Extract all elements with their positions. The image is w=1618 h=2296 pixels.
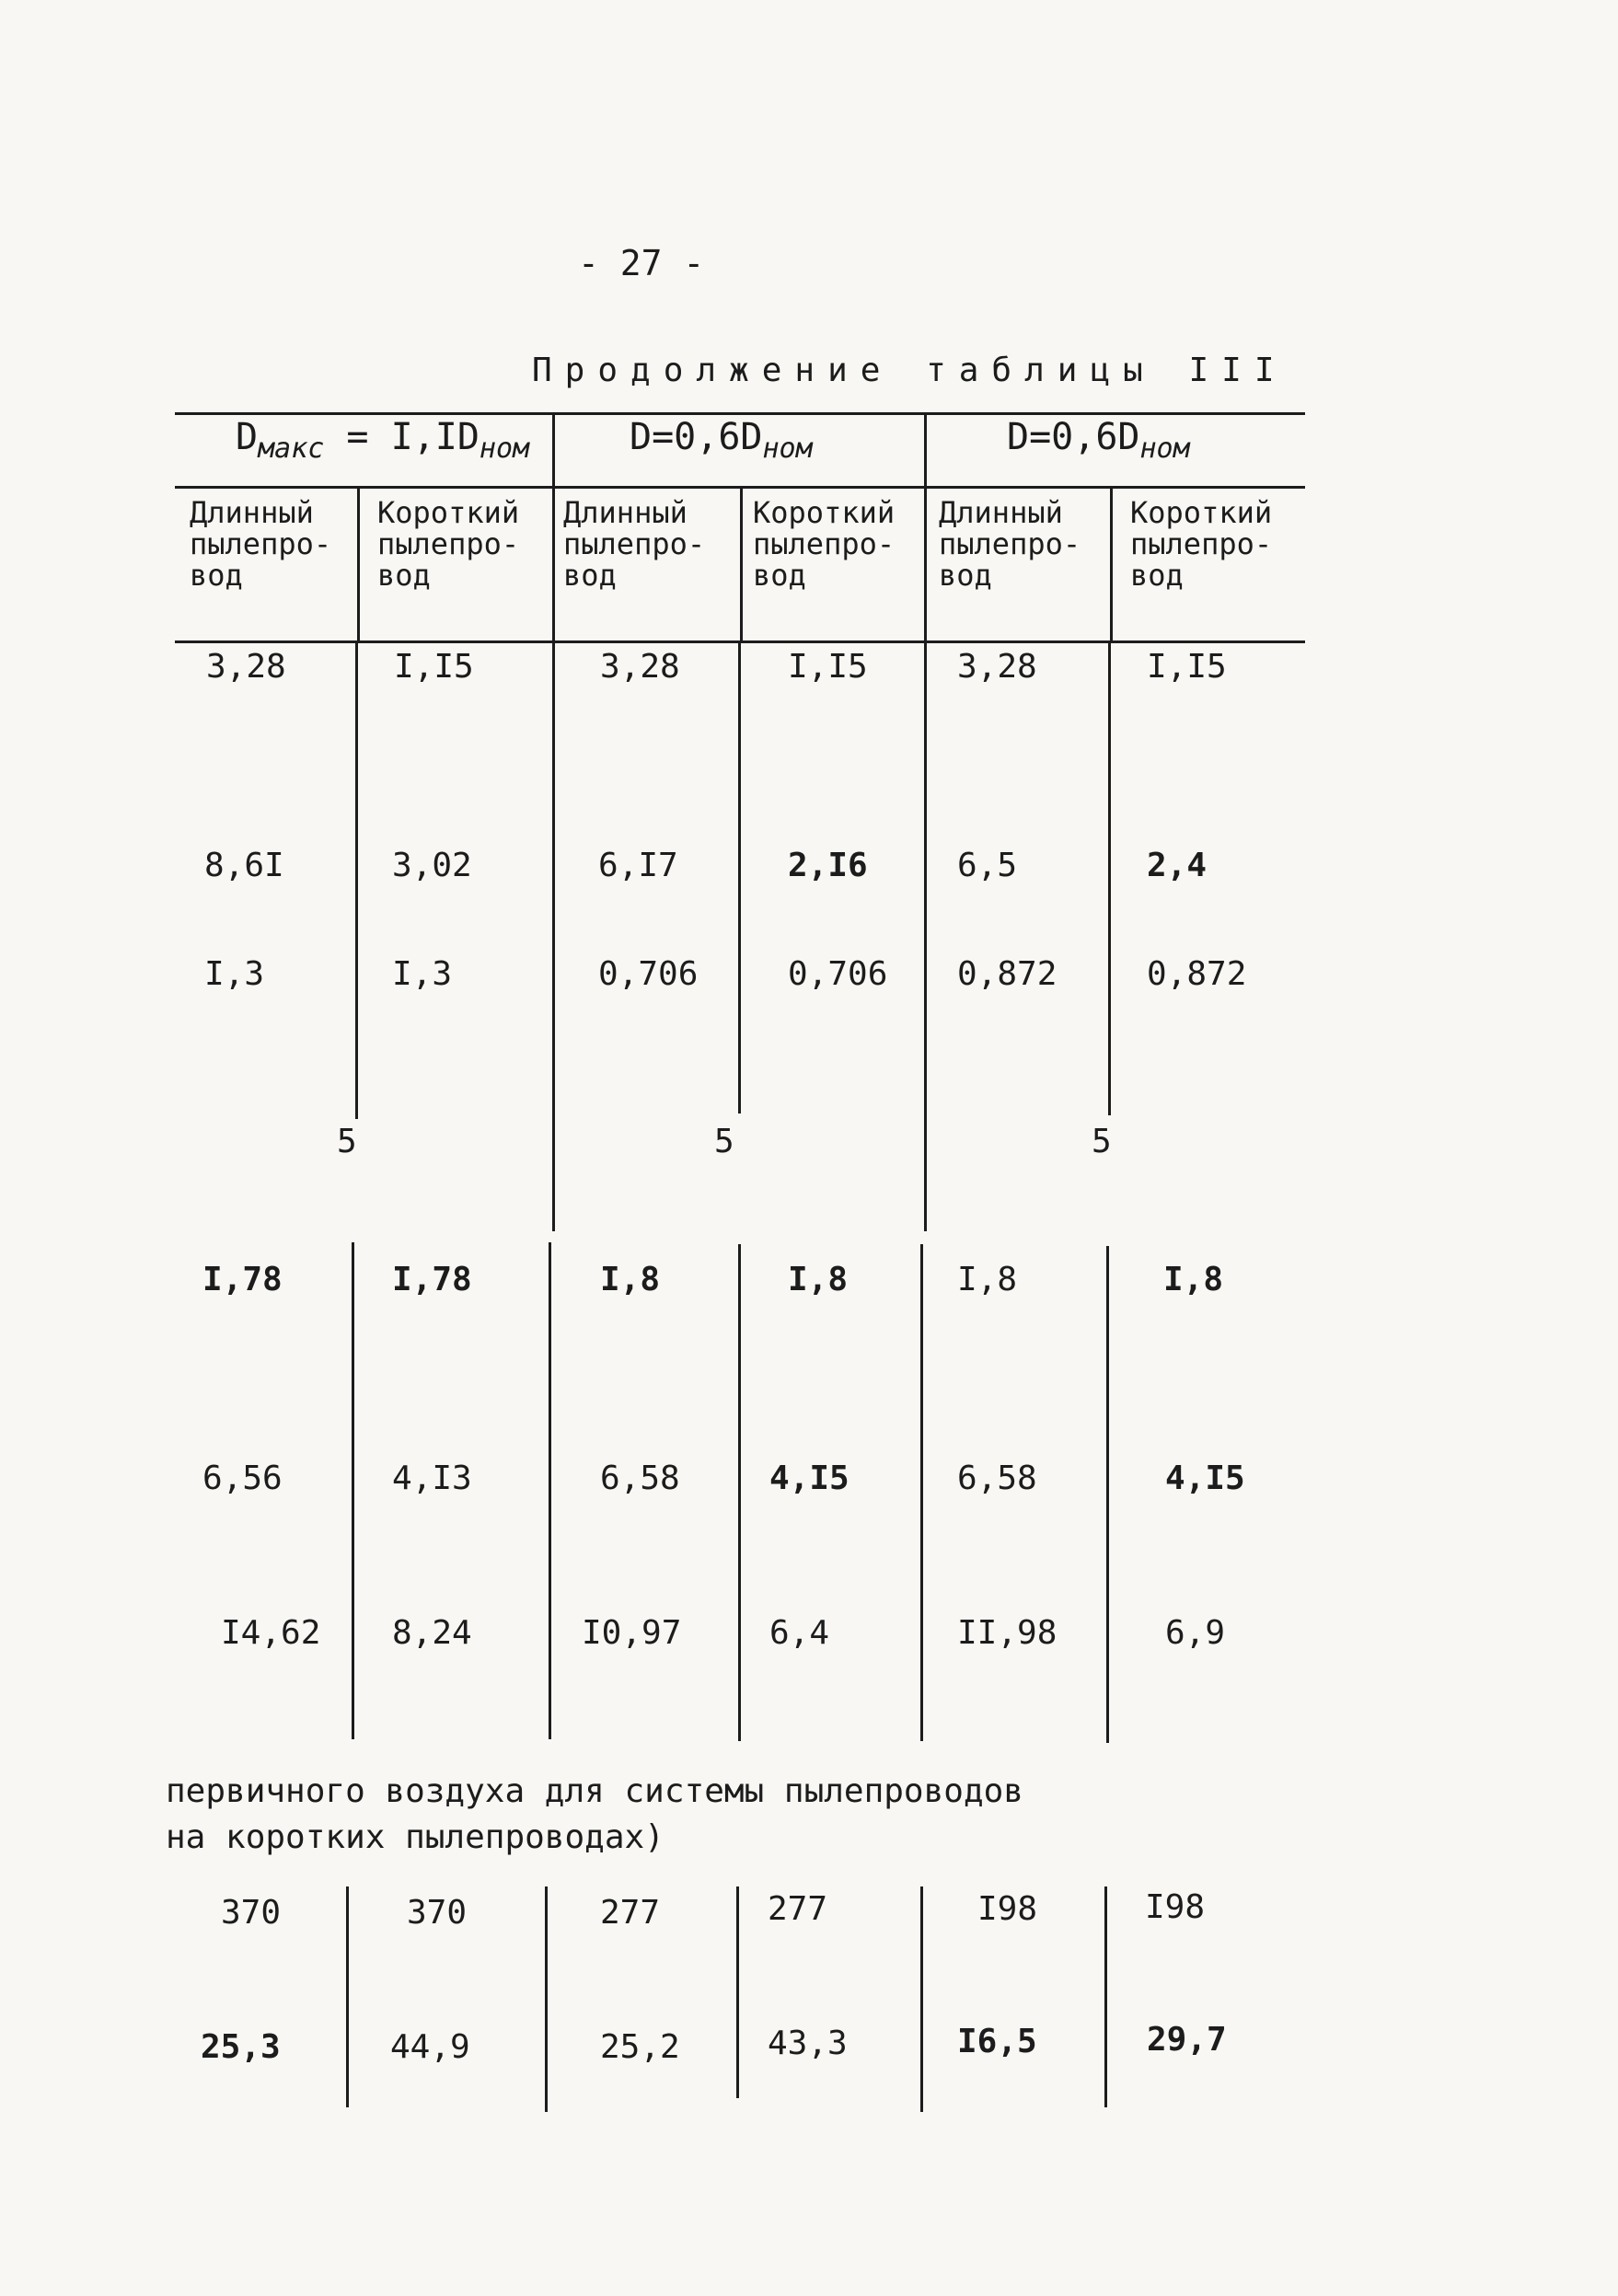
page-number: - 27 - [578, 243, 705, 283]
table-cell: I,78 [392, 1261, 472, 1298]
group-rule [545, 1886, 548, 2112]
group-subscript: ном [1139, 433, 1190, 465]
column-header-short: Короткий пылепро- вод [1130, 495, 1273, 593]
table-cell: 277 [768, 1890, 828, 1928]
table-cell: 6,56 [202, 1460, 283, 1497]
group-subscript: макс [258, 433, 325, 465]
table-cell: I98 [977, 1890, 1038, 1928]
group-rule [549, 1242, 551, 1739]
column-header-long: Длинный пылепро- вод [939, 495, 1081, 593]
group-rule [920, 1244, 923, 1741]
group-label: D [236, 416, 259, 458]
table-cell: 25,2 [600, 2028, 680, 2066]
table-cell: 3,02 [392, 847, 472, 884]
table-cell: 3,28 [600, 648, 680, 686]
column-header-short: Короткий пылепро- вод [377, 495, 520, 593]
table-caption: Продолжение таблицы III [532, 352, 1288, 389]
table-cell: 0,872 [957, 955, 1057, 993]
group-rule [552, 414, 555, 642]
group-header-d06-b [1007, 416, 1190, 465]
group-rule [924, 414, 927, 642]
table-cell: 4,I3 [392, 1460, 472, 1497]
column-rule [352, 1242, 354, 1739]
group-subscript: ном [479, 433, 530, 465]
column-rule [357, 488, 360, 642]
column-rule [1104, 1886, 1107, 2107]
column-rule [736, 1886, 739, 2098]
column-rule [738, 642, 741, 1113]
table-cell: 0,872 [1147, 955, 1247, 993]
note-line: на коротких пылепроводах) [166, 1818, 665, 1856]
table-cell: I,8 [788, 1261, 849, 1298]
note-line: первичного воздуха для системы пылепроводов [166, 1772, 1023, 1810]
column-header-long: Длинный пылепро- вод [190, 495, 332, 593]
table-top-rule [175, 412, 1305, 415]
table-cell: 6,4 [769, 1614, 830, 1652]
footnote-mark: 5 [714, 1123, 734, 1160]
table-cell: 370 [407, 1894, 468, 1932]
table-cell: 43,3 [768, 2025, 848, 2062]
table-cell: I,I5 [1147, 648, 1227, 686]
table-cell: 25,3 [201, 2028, 281, 2066]
column-header-short: Короткий пылепро- вод [753, 495, 896, 593]
table-cell: 3,28 [957, 648, 1037, 686]
table-cell: 277 [600, 1894, 661, 1932]
table-cell: I,8 [957, 1261, 1018, 1298]
table-cell: 29,7 [1147, 2021, 1227, 2059]
table-cell: 8,24 [392, 1614, 472, 1652]
table-cell: I6,5 [957, 2023, 1037, 2060]
group-rule [924, 642, 927, 1231]
table-cell: 3,28 [206, 648, 286, 686]
table-cell: I,I5 [788, 648, 868, 686]
table-cell: I4,62 [221, 1614, 321, 1652]
group-label: D=0,6D [1007, 416, 1140, 458]
table-cell: 6,58 [957, 1460, 1037, 1497]
table-cell: 8,6I [204, 847, 284, 884]
group-equation: = I,ID [324, 416, 480, 458]
table-cell: 6,9 [1165, 1614, 1226, 1652]
footnote-mark: 5 [1092, 1123, 1112, 1160]
table-cell: I,I5 [394, 648, 474, 686]
column-rule [355, 642, 358, 1119]
column-rule [1108, 642, 1111, 1115]
group-header-dmax [236, 416, 529, 465]
table-cell: II,98 [957, 1614, 1057, 1652]
table-cell: 44,9 [390, 2028, 470, 2066]
table-cell: 370 [221, 1894, 282, 1932]
column-header-long: Длинный пылепро- вод [563, 495, 706, 593]
group-header-d06-a [630, 416, 813, 465]
group-rule [552, 642, 555, 1231]
table-cell: 4,I5 [769, 1460, 849, 1497]
column-rule [1106, 1246, 1109, 1743]
column-rule [738, 1244, 741, 1741]
table-cell: I0,97 [582, 1614, 682, 1652]
table-cell: 4,I5 [1165, 1460, 1245, 1497]
footnote-mark: 5 [337, 1123, 357, 1160]
table-cell: 6,58 [600, 1460, 680, 1497]
table-cell: I,3 [392, 955, 453, 993]
table-cell: 2,4 [1147, 847, 1208, 884]
table-cell: 6,5 [957, 847, 1018, 884]
table-cell: I,3 [204, 955, 265, 993]
group-label: D=0,6D [630, 416, 763, 458]
table-cell: 0,706 [598, 955, 699, 993]
group-subscript: ном [762, 433, 813, 465]
table-cell bold: 2,I6 [788, 847, 868, 884]
column-rule [1110, 488, 1113, 642]
table-cell: I,8 [1163, 1261, 1224, 1298]
table-cell: I98 [1145, 1888, 1206, 1926]
column-rule [346, 1886, 349, 2107]
table-cell: I,8 [600, 1261, 661, 1298]
table-cell: 0,706 [788, 955, 888, 993]
table-cell: I,78 [202, 1261, 283, 1298]
table-cell: 6,I7 [598, 847, 678, 884]
group-rule [920, 1886, 923, 2112]
column-rule [740, 488, 743, 642]
